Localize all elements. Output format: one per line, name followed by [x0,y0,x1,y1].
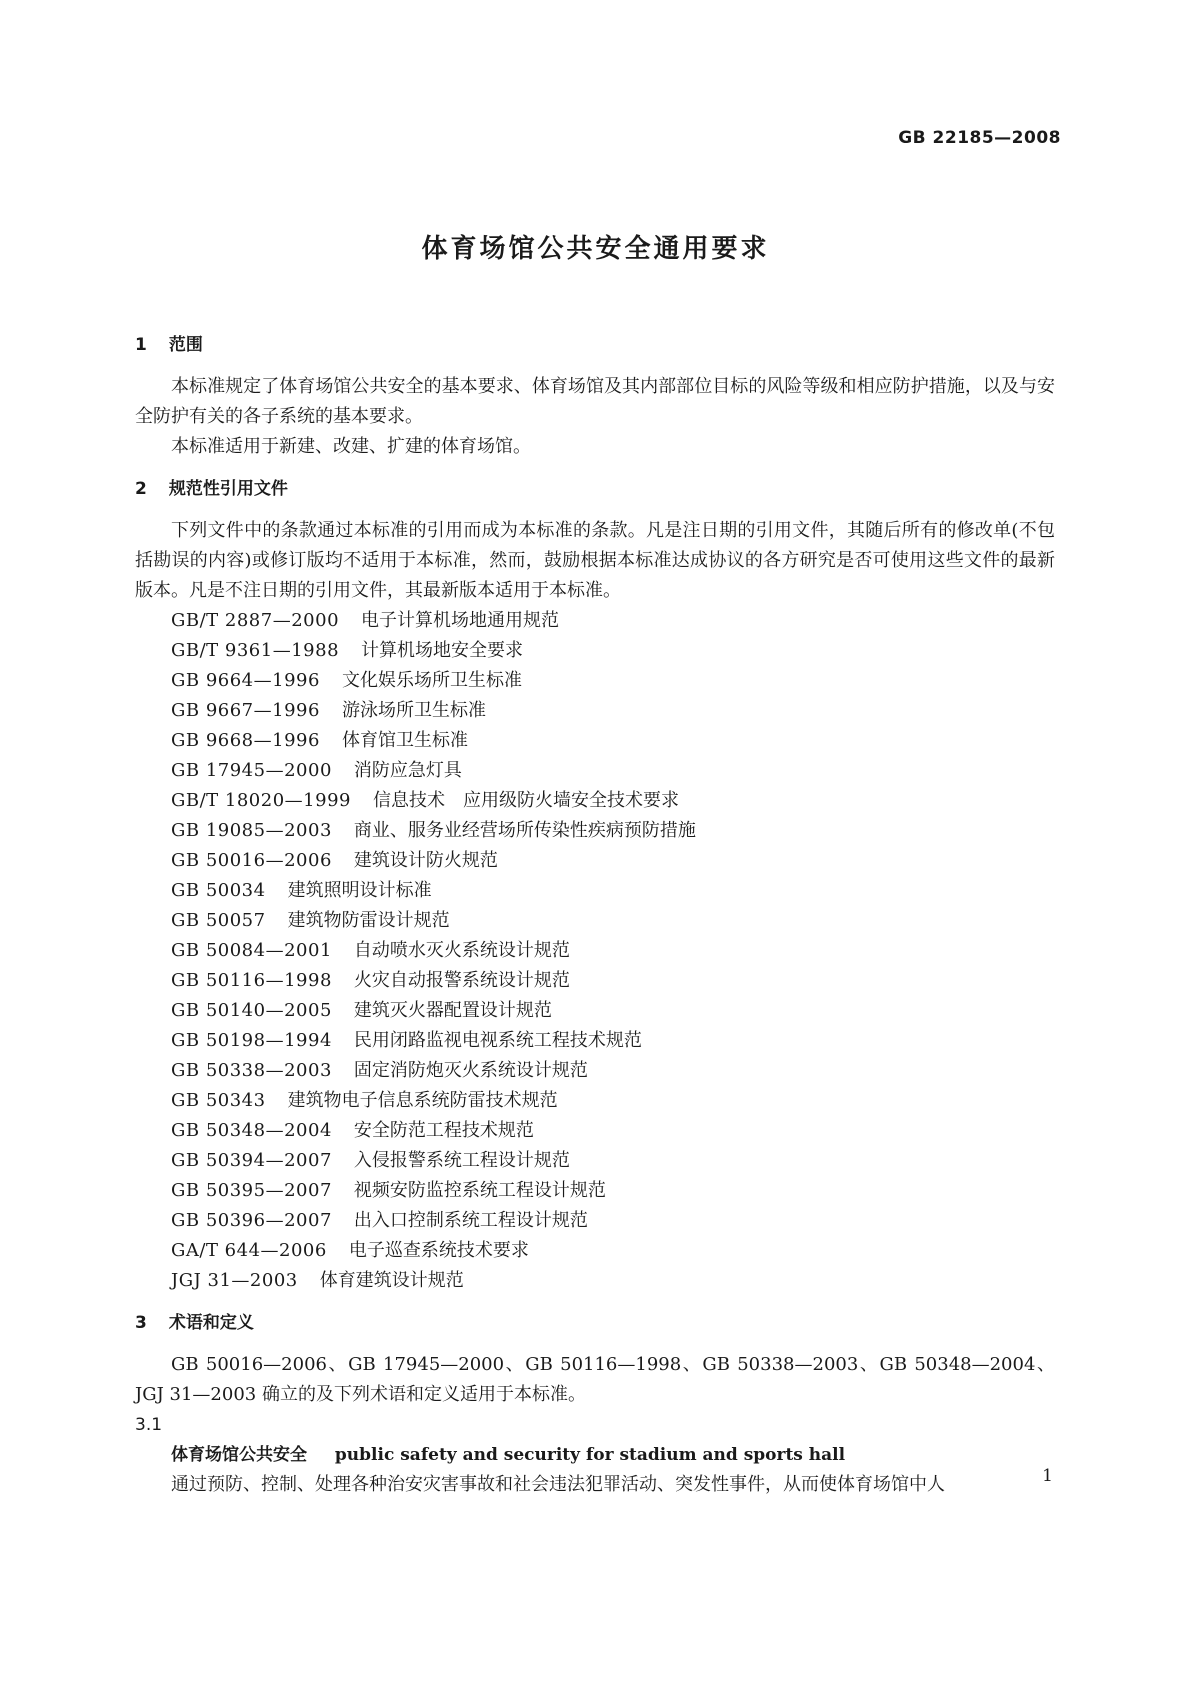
paragraph: 本标准适用于新建、改建、扩建的体育场馆。 [171,436,531,457]
reference-title: 固定消防炮灭火系统设计规范 [353,1060,588,1081]
section-number: 1 [135,335,147,355]
reference-title: 体育建筑设计规范 [319,1270,464,1291]
terms-intro: GB 50016—2006、GB 17945—2000、GB 50116—1998、GB 50338—2003、GB 50348—2004、JGJ 31—2003 确立的及下列术语和定义适用于本标准。 [135,1354,1055,1405]
reference-code: GB/T 9361—1988 [171,640,340,661]
reference-title: 建筑物防雷设计规范 [287,910,450,931]
reference-code: GB 50338—2003 [171,1060,332,1081]
reference-item [135,636,1055,666]
reference-item [135,666,1055,696]
reference-list [135,606,1055,1296]
reference-title: 视频安防监控系统工程设计规范 [353,1180,606,1201]
reference-title: 建筑灭火器配置设计规范 [353,1000,552,1021]
reference-code: GA/T 644—2006 [171,1240,327,1261]
reference-title: 安全防范工程技术规范 [353,1120,534,1141]
section-heading-references [135,474,1055,504]
reference-code: GB 50140—2005 [171,1000,332,1021]
reference-code: GB 9664—1996 [171,670,320,691]
reference-title: 体育馆卫生标准 [341,730,468,751]
reference-item [135,1176,1055,1206]
reference-title: 出入口控制系统工程设计规范 [353,1210,588,1231]
reference-item [135,1026,1055,1056]
reference-title: 计算机场地安全要求 [361,640,524,661]
reference-item [135,1206,1055,1236]
clause-number: 3.1 [135,1415,163,1435]
reference-item [135,966,1055,996]
reference-code: GB/T 2887—2000 [171,610,340,631]
reference-code: GB 9667—1996 [171,700,320,721]
paragraph: 本标准规定了体育场馆公共安全的基本要求、体育场馆及其内部部位目标的风险等级和相应防护措施，以及与安全防护有关的各子系统的基本要求。 [135,376,1055,427]
section-title: 范围 [168,335,203,355]
reference-code: GB 19085—2003 [171,820,332,841]
reference-item [135,816,1055,846]
section-title: 规范性引用文件 [168,479,288,499]
reference-code: GB 50394—2007 [171,1150,332,1171]
reference-title: 火灾自动报警系统设计规范 [353,970,570,991]
scope-text [135,372,1055,462]
page-number: 1 [1042,1466,1053,1486]
reference-item [135,996,1055,1026]
reference-title: 电子巡查系统技术要求 [348,1240,529,1261]
reference-item [135,606,1055,636]
reference-item [135,756,1055,786]
reference-code: GB 50343 [171,1090,266,1111]
reference-code: GB 50198—1994 [171,1030,332,1051]
reference-title: 民用闭路监视电视系统工程技术规范 [353,1030,642,1051]
reference-title: 自动喷水灭火系统设计规范 [353,940,570,961]
reference-code: GB 50084—2001 [171,940,332,961]
reference-item [135,1266,1055,1296]
reference-item [135,1086,1055,1116]
reference-title: 信息技术 应用级防火墙安全技术要求 [372,790,679,811]
reference-code: GB 50034 [171,880,266,901]
term-chinese: 体育场馆公共安全 [171,1445,307,1465]
term-entry [135,1440,1055,1470]
reference-code: GB 50395—2007 [171,1180,332,1201]
reference-title: 文化娱乐场所卫生标准 [341,670,522,691]
section-number: 3 [135,1313,147,1333]
reference-item [135,696,1055,726]
references-intro: 下列文件中的条款通过本标准的引用而成为本标准的条款。凡是注日期的引用文件，其随后所有的修改单(不包括勘误的内容)或修订版均不适用于本标准，然而，鼓励根据本标准达成协议的各方研究是否可使用这些文件的最新版本。凡是不注日期的引用文件，其最新版本适用于本标准。 [135,520,1055,601]
section-title: 术语和定义 [168,1313,254,1333]
reference-code: GB/T 18020—1999 [171,790,351,811]
reference-code: GB 50057 [171,910,266,931]
section-heading-terms [135,1308,1055,1338]
reference-code: GB 50116—1998 [171,970,332,991]
reference-item [135,1236,1055,1266]
reference-code: JGJ 31—2003 [171,1270,298,1291]
reference-title: 商业、服务业经营场所传染性疾病预防措施 [353,820,696,841]
reference-item [135,786,1055,816]
document-body [135,330,1055,1500]
reference-item [135,936,1055,966]
reference-code: GB 50348—2004 [171,1120,332,1141]
reference-code: GB 9668—1996 [171,730,320,751]
reference-code: GB 50016—2006 [171,850,332,871]
section-heading-scope [135,330,1055,360]
reference-item [135,1146,1055,1176]
reference-item [135,1116,1055,1146]
reference-title: 建筑照明设计标准 [287,880,432,901]
reference-title: 建筑设计防火规范 [353,850,498,871]
reference-code: GB 17945—2000 [171,760,332,781]
reference-item [135,846,1055,876]
standard-code: GB 22185—2008 [898,128,1061,148]
reference-item [135,906,1055,936]
reference-title: 游泳场所卫生标准 [341,700,486,721]
reference-item [135,876,1055,906]
reference-title: 电子计算机场地通用规范 [361,610,560,631]
reference-title: 消防应急灯具 [353,760,462,781]
reference-code: GB 50396—2007 [171,1210,332,1231]
reference-title: 入侵报警系统工程设计规范 [353,1150,570,1171]
document-title: 体育场馆公共安全通用要求 [421,234,770,264]
reference-title: 建筑物电子信息系统防雷技术规范 [287,1090,558,1111]
section-number: 2 [135,479,147,499]
reference-item [135,1056,1055,1086]
term-definition: 通过预防、控制、处理各种治安灾害事故和社会违法犯罪活动、突发性事件，从而使体育场馆中人 [171,1474,945,1495]
term-english: public safety and security for stadium and sports hall [334,1445,846,1465]
reference-item [135,726,1055,756]
